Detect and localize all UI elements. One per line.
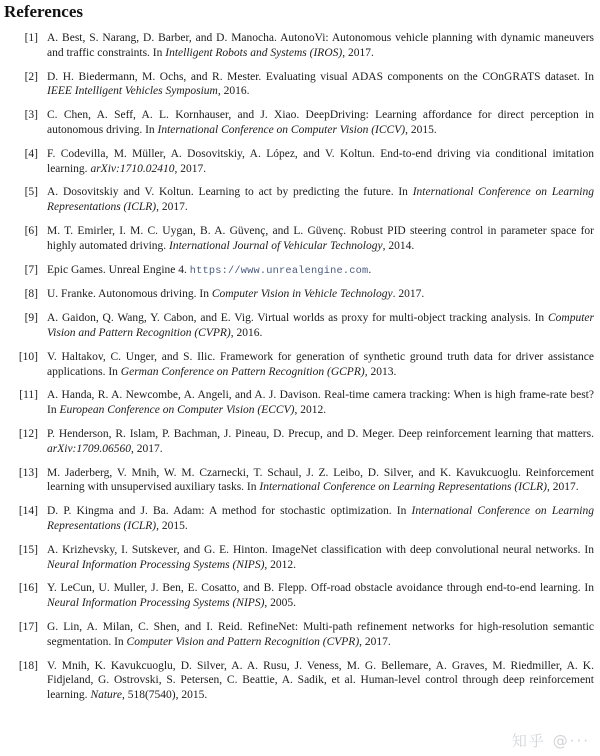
venue-name: arXiv:1710.02410 — [90, 162, 175, 175]
reference-text-segment: , 2015. — [156, 519, 188, 532]
reference-number-label: [10] — [18, 350, 38, 363]
reference-text-segment: U. Franke. Autonomous driving. In — [47, 288, 212, 301]
reference-text — [47, 428, 594, 455]
reference-item — [0, 224, 600, 254]
reference-text-segment: V. Haltakov, C. Unger, and S. Ilic. Framework for generation of synthetic ground truth data for driver assistance applications. In — [47, 350, 594, 378]
reference-number-label: [11] — [19, 389, 38, 402]
venue-name: Computer Vision in Vehicle Technology — [211, 288, 393, 301]
reference-text-segment: D. P. Kingma and J. Ba. Adam: A method for stochastic optimization. In — [47, 505, 412, 518]
reference-number-label: [18] — [18, 659, 38, 672]
reference-number-label: [1] — [24, 32, 38, 44]
reference-text — [47, 544, 594, 571]
reference-text-segment: , 2017. — [131, 442, 163, 455]
reference-text-segment: C. Chen, A. Seff, A. L. Kornhauser, and J. Xiao. DeepDriving: Learning affordance for direct perception in autonomous driving. In — [47, 109, 594, 136]
reference-text-segment: , 2016. — [230, 326, 263, 339]
reference-text — [47, 32, 594, 59]
reference-text-segment: , 2017. — [546, 481, 579, 494]
reference-text — [47, 186, 594, 213]
reference-item — [0, 427, 600, 457]
venue-name: International Conference on Learning Representations (ICLR) — [47, 505, 594, 532]
reference-number-label: [16] — [18, 582, 38, 595]
venue-name: International Conference on Learning Representations (ICLR) — [47, 186, 594, 214]
reference-text — [47, 621, 594, 648]
reference-text-segment: F. Codevilla, M. Müller, A. Dosovitskiy, A. López, and V. Koltun. End-to-end driving via conditional imitation learning. — [47, 147, 594, 175]
reference-number-label: [14] — [18, 505, 38, 518]
reference-text — [47, 71, 594, 98]
reference-text-segment: A. Handa, R. A. Newcombe, A. Angeli, and A. J. Davison. Real-time camera tracking: When is high frame-rate best? In — [47, 389, 594, 417]
reference-text-segment: , 2015. — [405, 123, 437, 136]
zhihu-watermark: 知乎 @··· — [511, 732, 590, 750]
venue-name: European Conference on Computer Vision (ECCV) — [59, 404, 295, 417]
venue-name: German Conference on Pattern Recognition (GCPR) — [120, 365, 365, 378]
reference-text-segment: Epic Games. Unreal Engine 4. — [47, 263, 190, 276]
reference-text-segment: , 2005. — [264, 597, 297, 610]
reference-number-label: [7] — [24, 263, 38, 276]
reference-item — [0, 659, 600, 703]
reference-list — [0, 31, 600, 703]
reference-text-segment: V. Mnih, K. Kavukcuoglu, D. Silver, A. A. Rusu, J. Veness, M. G. Bellemare, A. Graves, M. Riedmiller, A. K. Fidjeland, G. Ostrovski, S. Petersen, C. Beattie, A. Sadik, et al. Human-level control through deep reinforcement learning. — [47, 659, 594, 702]
reference-text-segment: , 518(7540), 2015. — [121, 689, 208, 702]
reference-item — [0, 311, 600, 341]
reference-text-segment: A. Gaidon, Q. Wang, Y. Cabon, and E. Vig. Virtual worlds as proxy for multi-object tracking analysis. In — [47, 312, 548, 325]
reference-text-segment: , 2017. — [342, 46, 374, 59]
references-heading: References — [4, 2, 83, 21]
venue-name: Intelligent Robots and Systems (IROS) — [165, 46, 343, 59]
reference-text-segment: A. Krizhevsky, I. Sutskever, and G. E. Hinton. ImageNet classification with deep convolutional neural networks. In — [47, 543, 594, 556]
reference-number-label: [15] — [18, 543, 38, 556]
reference-text — [47, 351, 594, 378]
reference-number-label: [4] — [24, 147, 38, 160]
reference-item — [0, 620, 600, 650]
reference-number-label: [12] — [18, 427, 38, 440]
reference-text — [47, 225, 594, 252]
venue-name: IEEE Intelligent Vehicles Symposium — [47, 85, 218, 98]
reference-text-segment: , 2013. — [364, 365, 397, 378]
venue-name: Neural Information Processing Systems (NIPS) — [47, 597, 265, 610]
venue-name: International Conference on Computer Vision (ICCV) — [157, 123, 406, 136]
reference-text-segment: A. Best, S. Narang, D. Barber, and D. Manocha. AutonoVi: Autonomous vehicle planning with dynamic maneuvers and traffic constraints. In — [47, 32, 594, 59]
reference-text-segment: , 2016. — [217, 85, 250, 98]
reference-number-label: [5] — [24, 186, 38, 199]
reference-number-label: [9] — [24, 312, 38, 325]
venue-name: International Conference on Learning Representations (ICLR) — [259, 481, 547, 494]
venue-name: Computer Vision and Pattern Recognition (CVPR) — [126, 635, 360, 648]
reference-text-segment: Y. LeCun, U. Muller, J. Ben, E. Cosatto, and B. Flepp. Off-road obstacle avoidance through end-to-end learning. In — [47, 582, 594, 595]
reference-item — [0, 287, 600, 302]
reference-item — [0, 70, 600, 100]
reference-text-segment: , 2014. — [382, 239, 415, 252]
reference-item — [0, 350, 600, 380]
reference-number-label: [13] — [18, 466, 38, 479]
reference-text-segment: G. Lin, A. Milan, C. Shen, and I. Reid. RefineNet: Multi-path refinement networks for high-resolution semantic segmentation. In — [47, 620, 594, 648]
reference-item — [0, 31, 600, 61]
reference-text-segment: A. Dosovitskiy and V. Koltun. Learning to act by predicting the future. In — [47, 186, 413, 199]
reference-item — [0, 388, 600, 418]
reference-number-label: [3] — [24, 109, 38, 122]
reference-text — [47, 660, 594, 702]
reference-text-segment: , 2017. — [174, 162, 207, 175]
reference-text-segment: , 2017. — [359, 635, 391, 648]
venue-name: Neural Information Processing Systems (NIPS) — [47, 558, 265, 571]
reference-text — [47, 467, 594, 494]
reference-text-segment: D. H. Biedermann, M. Ochs, and R. Mester. Evaluating visual ADAS components on the COnGRATS dataset. In — [47, 70, 594, 83]
reference-item — [0, 263, 600, 279]
reference-item — [0, 147, 600, 177]
reference-text-segment: . — [368, 263, 372, 276]
reference-text — [47, 505, 594, 532]
reference-number-label: [2] — [24, 70, 38, 83]
reference-text-segment: , 2017. — [156, 201, 188, 214]
reference-text-segment: P. Henderson, R. Islam, P. Bachman, J. Pineau, D. Precup, and D. Meger. Deep reinforcement learning that matters. — [47, 427, 594, 440]
reference-text-segment: M. T. Emirler, I. M. C. Uygan, B. A. Güvenç, and L. Güvenç. Robust PID steering control in parameter space for highly automated driving. — [47, 224, 594, 252]
reference-item — [0, 108, 600, 138]
reference-number-label: [6] — [24, 224, 38, 237]
venue-name: arXiv:1709.06560 — [47, 442, 132, 455]
reference-item — [0, 543, 600, 573]
reference-text — [47, 264, 371, 276]
reference-item — [0, 504, 600, 534]
reference-text — [47, 389, 594, 416]
reference-text — [47, 288, 424, 300]
reference-number-label: [8] — [24, 288, 38, 301]
reference-text — [47, 109, 594, 136]
reference-text-segment: M. Jaderberg, V. Mnih, W. M. Czarnecki, T. Schaul, J. Z. Leibo, D. Silver, and K. Kavukcuoglu. Reinforcement learning with unsupervised auxiliary tasks. In — [47, 466, 594, 494]
reference-text — [47, 582, 594, 609]
venue-name: Computer Vision and Pattern Recognition (CVPR) — [47, 312, 594, 339]
reference-text — [47, 312, 594, 339]
reference-item — [0, 466, 600, 496]
venue-name: Nature — [90, 689, 122, 702]
reference-item — [0, 185, 600, 215]
reference-number-label: [17] — [18, 620, 38, 633]
reference-text-segment: , 2012. — [294, 404, 327, 417]
reference-text-segment: , 2012. — [264, 558, 297, 571]
reference-item — [0, 581, 600, 611]
reference-text — [47, 148, 594, 175]
venue-name: International Journal of Vehicular Technology — [169, 239, 383, 252]
unreal-engine-url[interactable]: https://www.unrealengine.com — [189, 264, 369, 277]
reference-text-segment: . 2017. — [392, 288, 425, 301]
